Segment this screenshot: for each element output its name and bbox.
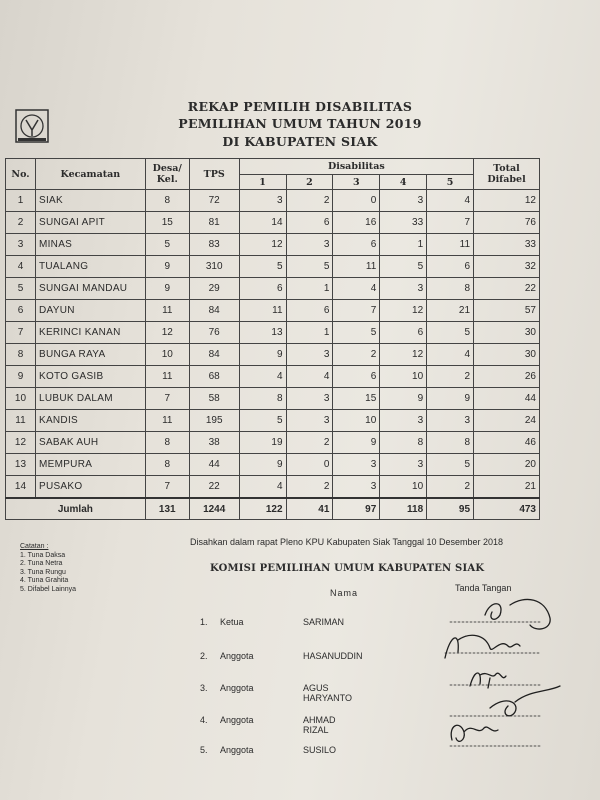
cell-d4: 3 xyxy=(380,454,427,476)
member-name: AGUS HARYANTO xyxy=(303,683,353,703)
cell-kec: SUNGAI APIT xyxy=(35,212,145,234)
cell-no: 11 xyxy=(6,410,36,432)
header-sub-1: 1 xyxy=(239,175,286,190)
cell-total: 57 xyxy=(474,300,540,322)
cell-d3: 16 xyxy=(333,212,380,234)
signature-1 xyxy=(485,599,550,629)
table-row xyxy=(6,476,540,499)
cell-d1: 8 xyxy=(239,388,286,410)
cell-tps: 38 xyxy=(189,432,239,454)
cell-kec: SUNGAI MANDAU xyxy=(35,278,145,300)
cell-desa: 8 xyxy=(145,454,189,476)
cell-kec: SABAK AUH xyxy=(35,432,145,454)
cell-d3: 6 xyxy=(333,234,380,256)
member-role: Anggota xyxy=(220,745,254,755)
member-name: SARIMAN xyxy=(303,617,345,627)
signature-2 xyxy=(445,635,520,658)
cell-desa: 11 xyxy=(145,366,189,388)
total-d2: 41 xyxy=(286,498,333,520)
cell-d2: 2 xyxy=(286,432,333,454)
cell-d2: 3 xyxy=(286,410,333,432)
cell-d4: 5 xyxy=(380,256,427,278)
total-d4: 118 xyxy=(380,498,427,520)
table-row xyxy=(6,256,540,278)
komisi-heading: KOMISI PEMILIHAN UMUM KABUPATEN SIAK xyxy=(210,563,485,574)
catatan-item: 5. Difabel Lainnya xyxy=(20,585,77,593)
cell-d2: 2 xyxy=(286,476,333,499)
cell-total: 33 xyxy=(474,234,540,256)
cell-d3: 11 xyxy=(333,256,380,278)
cell-d5: 3 xyxy=(427,410,474,432)
cell-d5: 5 xyxy=(427,454,474,476)
member-role: Anggota xyxy=(220,651,254,661)
total-d5: 95 xyxy=(427,498,474,520)
cell-kec: MINAS xyxy=(35,234,145,256)
cell-d1: 5 xyxy=(239,410,286,432)
signature-5 xyxy=(451,725,498,741)
cell-kec: TUALANG xyxy=(35,256,145,278)
cell-d4: 8 xyxy=(380,432,427,454)
cell-kec: KANDIS xyxy=(35,410,145,432)
cell-desa: 15 xyxy=(145,212,189,234)
cell-d1: 11 xyxy=(239,300,286,322)
signature-3 xyxy=(470,673,506,688)
cell-no: 1 xyxy=(6,190,36,212)
cell-kec: LUBUK DALAM xyxy=(35,388,145,410)
member-no: 1. xyxy=(200,617,208,627)
title-line-1: REKAP PEMILIH DISABILITAS xyxy=(187,99,413,114)
cell-d1: 3 xyxy=(239,190,286,212)
table-row xyxy=(6,322,540,344)
cell-no: 14 xyxy=(6,476,36,499)
cell-d2: 6 xyxy=(286,212,333,234)
cell-d5: 8 xyxy=(427,432,474,454)
member-no: 2. xyxy=(200,651,208,661)
cell-tps: 310 xyxy=(189,256,239,278)
cell-total: 22 xyxy=(474,278,540,300)
cell-d2: 0 xyxy=(286,454,333,476)
cell-no: 9 xyxy=(6,366,36,388)
cell-d3: 10 xyxy=(333,410,380,432)
total-row xyxy=(6,498,540,520)
cell-total: 24 xyxy=(474,410,540,432)
catatan-item: 1. Tuna Daksa xyxy=(20,551,66,559)
cell-kec: SIAK xyxy=(35,190,145,212)
cell-no: 4 xyxy=(6,256,36,278)
catatan-item: 4. Tuna Grahita xyxy=(20,577,69,584)
header-sub-2: 2 xyxy=(286,175,333,190)
cell-tps: 29 xyxy=(189,278,239,300)
tanda-tangan-header: Tanda Tangan xyxy=(455,583,512,593)
cell-d3: 15 xyxy=(333,388,380,410)
cell-tps: 195 xyxy=(189,410,239,432)
header-tps: TPS xyxy=(189,159,239,190)
cell-no: 2 xyxy=(6,212,36,234)
member-no: 3. xyxy=(200,683,208,693)
cell-total: 12 xyxy=(474,190,540,212)
cell-d4: 12 xyxy=(380,300,427,322)
cell-d2: 5 xyxy=(286,256,333,278)
table-row xyxy=(6,212,540,234)
cell-total: 30 xyxy=(474,344,540,366)
header-kecamatan: Kecamatan xyxy=(35,159,145,190)
rekap-table xyxy=(5,158,540,520)
cell-kec: MEMPURA xyxy=(35,454,145,476)
cell-kec: PUSAKO xyxy=(35,476,145,499)
cell-d5: 6 xyxy=(427,256,474,278)
cell-desa: 8 xyxy=(145,432,189,454)
cell-tps: 84 xyxy=(189,300,239,322)
cell-d2: 4 xyxy=(286,366,333,388)
cell-d1: 5 xyxy=(239,256,286,278)
total-difabel: 473 xyxy=(474,498,540,520)
cell-d2: 3 xyxy=(286,234,333,256)
total-tps: 1244 xyxy=(189,498,239,520)
header-no: No. xyxy=(6,159,36,190)
table-row xyxy=(6,300,540,322)
cell-tps: 72 xyxy=(189,190,239,212)
cell-d1: 9 xyxy=(239,454,286,476)
header-sub-3: 3 xyxy=(333,175,380,190)
table-row xyxy=(6,190,540,212)
table-row xyxy=(6,454,540,476)
cell-d4: 9 xyxy=(380,388,427,410)
cell-d2: 3 xyxy=(286,388,333,410)
cell-tps: 22 xyxy=(189,476,239,499)
table-row xyxy=(6,388,540,410)
cell-d3: 6 xyxy=(333,366,380,388)
member-name: AHMAD RIZAL xyxy=(303,715,336,735)
cell-d2: 3 xyxy=(286,344,333,366)
cell-total: 44 xyxy=(474,388,540,410)
member-role: Anggota xyxy=(220,715,254,725)
cell-d4: 12 xyxy=(380,344,427,366)
cell-d1: 4 xyxy=(239,476,286,499)
cell-desa: 7 xyxy=(145,476,189,499)
member-name: HASANUDDIN xyxy=(303,651,363,661)
cell-desa: 12 xyxy=(145,322,189,344)
cell-d5: 11 xyxy=(427,234,474,256)
header-sub-4: 4 xyxy=(380,175,427,190)
member-role: Ketua xyxy=(220,617,244,627)
table-row xyxy=(6,278,540,300)
signature-4 xyxy=(490,686,560,716)
table-row xyxy=(6,410,540,432)
table-row xyxy=(6,234,540,256)
cell-d5: 5 xyxy=(427,322,474,344)
cell-kec: KERINCI KANAN xyxy=(35,322,145,344)
cell-d5: 2 xyxy=(427,366,474,388)
table-row xyxy=(6,432,540,454)
cell-d1: 14 xyxy=(239,212,286,234)
cell-tps: 83 xyxy=(189,234,239,256)
cell-tps: 81 xyxy=(189,212,239,234)
disahkan-text: Disahkan dalam rapat Pleno KPU Kabupaten Siak Tanggal 10 Desember 2018 xyxy=(190,537,504,547)
total-label: Jumlah xyxy=(6,498,146,520)
cell-d5: 7 xyxy=(427,212,474,234)
cell-tps: 44 xyxy=(189,454,239,476)
cell-no: 10 xyxy=(6,388,36,410)
cell-kec: DAYUN xyxy=(35,300,145,322)
cell-desa: 10 xyxy=(145,344,189,366)
cell-total: 76 xyxy=(474,212,540,234)
cell-no: 12 xyxy=(6,432,36,454)
cell-desa: 11 xyxy=(145,300,189,322)
cell-d3: 0 xyxy=(333,190,380,212)
cell-d1: 9 xyxy=(239,344,286,366)
cell-d4: 1 xyxy=(380,234,427,256)
cell-total: 46 xyxy=(474,432,540,454)
nama-header: Nama xyxy=(330,588,359,598)
header-desa: Desa/ Kel. xyxy=(145,159,189,190)
cell-d3: 7 xyxy=(333,300,380,322)
cell-d3: 3 xyxy=(333,476,380,499)
cell-d4: 33 xyxy=(380,212,427,234)
cell-desa: 8 xyxy=(145,190,189,212)
cell-d2: 6 xyxy=(286,300,333,322)
cell-no: 3 xyxy=(6,234,36,256)
title-line-3: DI KABUPATEN SIAK xyxy=(222,134,378,149)
cell-desa: 9 xyxy=(145,278,189,300)
cell-d1: 13 xyxy=(239,322,286,344)
cell-no: 6 xyxy=(6,300,36,322)
title-line-2: PEMILIHAN UMUM TAHUN 2019 xyxy=(178,116,422,131)
cell-kec: KOTO GASIB xyxy=(35,366,145,388)
cell-d5: 2 xyxy=(427,476,474,499)
cell-d3: 9 xyxy=(333,432,380,454)
cell-desa: 11 xyxy=(145,410,189,432)
header-sub-5: 5 xyxy=(427,175,474,190)
cell-d2: 2 xyxy=(286,190,333,212)
cell-d3: 2 xyxy=(333,344,380,366)
catatan-heading: Catatan : xyxy=(20,543,49,550)
cell-total: 32 xyxy=(474,256,540,278)
cell-d1: 6 xyxy=(239,278,286,300)
cell-total: 30 xyxy=(474,322,540,344)
cell-kec: BUNGA RAYA xyxy=(35,344,145,366)
cell-d1: 19 xyxy=(239,432,286,454)
cell-d2: 1 xyxy=(286,322,333,344)
cell-tps: 76 xyxy=(189,322,239,344)
cell-desa: 7 xyxy=(145,388,189,410)
cell-d5: 4 xyxy=(427,190,474,212)
cell-d5: 9 xyxy=(427,388,474,410)
cell-d4: 10 xyxy=(380,476,427,499)
catatan-item: 2. Tuna Netra xyxy=(20,560,63,567)
cell-d5: 8 xyxy=(427,278,474,300)
member-name: SUSILO xyxy=(303,745,337,755)
member-no: 5. xyxy=(200,745,208,755)
cell-total: 20 xyxy=(474,454,540,476)
cell-tps: 68 xyxy=(189,366,239,388)
cell-d3: 4 xyxy=(333,278,380,300)
catatan-item: 3. Tuna Rungu xyxy=(20,568,66,576)
header-total: Total Difabel xyxy=(474,159,540,190)
cell-d4: 10 xyxy=(380,366,427,388)
total-d3: 97 xyxy=(333,498,380,520)
cell-d2: 1 xyxy=(286,278,333,300)
cell-total: 26 xyxy=(474,366,540,388)
cell-no: 13 xyxy=(6,454,36,476)
cell-d1: 4 xyxy=(239,366,286,388)
cell-no: 8 xyxy=(6,344,36,366)
cell-desa: 5 xyxy=(145,234,189,256)
cell-d4: 6 xyxy=(380,322,427,344)
table-row xyxy=(6,344,540,366)
cell-d1: 12 xyxy=(239,234,286,256)
cell-d4: 3 xyxy=(380,278,427,300)
total-desa: 131 xyxy=(145,498,189,520)
cell-d4: 3 xyxy=(380,410,427,432)
member-role: Anggota xyxy=(220,683,254,693)
cell-d3: 5 xyxy=(333,322,380,344)
cell-tps: 84 xyxy=(189,344,239,366)
cell-d4: 3 xyxy=(380,190,427,212)
cell-d3: 3 xyxy=(333,454,380,476)
total-d1: 122 xyxy=(239,498,286,520)
catatan-notes xyxy=(20,543,76,594)
cell-d5: 4 xyxy=(427,344,474,366)
kpu-logo xyxy=(12,106,52,146)
cell-d5: 21 xyxy=(427,300,474,322)
cell-no: 7 xyxy=(6,322,36,344)
table-row xyxy=(6,366,540,388)
cell-total: 21 xyxy=(474,476,540,499)
member-no: 4. xyxy=(200,715,208,725)
signatures xyxy=(430,590,600,760)
cell-desa: 9 xyxy=(145,256,189,278)
header-disabilitas: Disabilitas xyxy=(239,159,473,175)
cell-tps: 58 xyxy=(189,388,239,410)
cell-no: 5 xyxy=(6,278,36,300)
